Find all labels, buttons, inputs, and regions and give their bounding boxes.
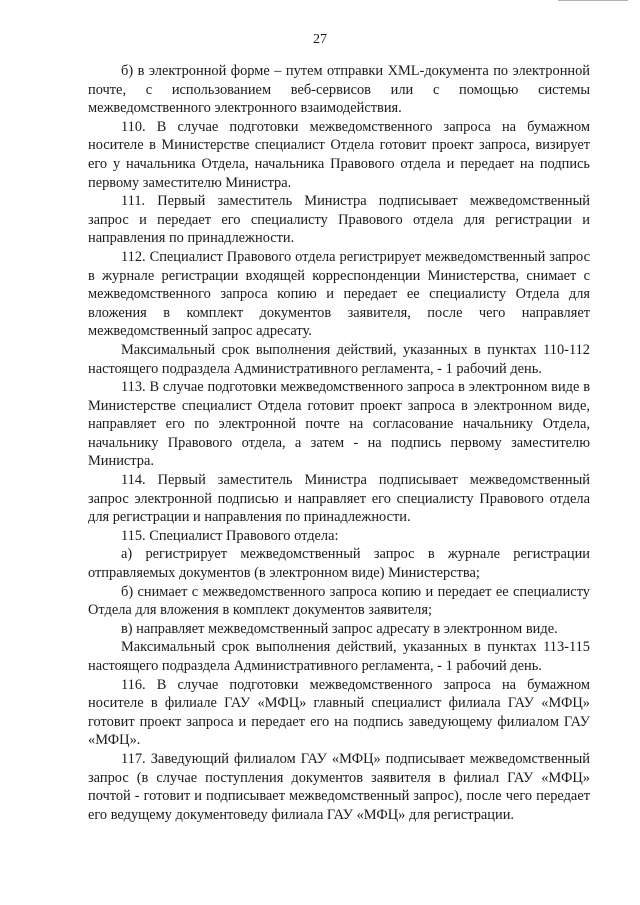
paragraph-116: 116. В случае подготовки межведомственного запроса на бумажном носителе в филиале ГАУ «МФЦ» главный специалист филиала ГАУ «МФЦ» готовит проект запроса и передает его на подпись заведующему филиалом ГАУ «МФЦ». bbox=[88, 676, 590, 749]
paragraph-112: 112. Специалист Правового отдела регистрирует межведомственный запрос в журнале регистрации входящей корреспонденции Министерства, снимает с межведомственного запроса копию и передает ее специалисту Отдела для вложения в комплект документов заявителя, после чего направляет межведомственный запрос адресату. bbox=[88, 248, 590, 340]
paragraph-115a: а) регистрирует межведомственный запрос в журнале регистрации отправляемых документов (в электронном виде) Министерства; bbox=[88, 546, 590, 582]
paragraph-110: 110. В случае подготовки межведомственного запроса на бумажном носителе в Министерстве специалист Отдела готовит проект запроса, визирует его у начальника Отдела, начальника Правового отдела и передает на подпись первому заместителю Министра. bbox=[88, 118, 590, 191]
document-body bbox=[88, 62, 590, 824]
paragraph-115v: в) направляет межведомственный запрос адресату в электронном виде. bbox=[121, 620, 558, 637]
scan-corner-mark bbox=[558, 0, 628, 4]
paragraph-111: 111. Первый заместитель Министра подписывает межведомственный запрос и передает его специалисту Правового отдела для регистрации и направления по принадлежности. bbox=[88, 193, 590, 247]
paragraph-114: 114. Первый заместитель Министра подписывает межведомственный запрос электронной подписью и направляет его специалисту Правового отдела для регистрации и направления по принадлежности. bbox=[88, 472, 590, 526]
paragraph-6b: б) в электронной форме – путем отправки XML-документа по электронной почте, с использованием веб-сервисов или с помощью системы межведомственного электронного взаимодействия. bbox=[88, 63, 590, 117]
paragraph-deadline-110-112: Максимальный срок выполнения действий, указанных в пунктах 110-112 настоящего подраздела Административного регламента, - 1 рабочий день. bbox=[88, 341, 590, 377]
paragraph-deadline-113-115: Максимальный срок выполнения действий, указанных в пунктах 113-115 настоящего подраздела Административного регламента, - 1 рабочий день. bbox=[88, 639, 590, 674]
paragraph-117: 117. Заведующий филиалом ГАУ «МФЦ» подписывает межведомственный запрос (в случае поступления документов заявителя в филиал ГАУ «МФЦ» почтой - готовит и подписывает межведомственный запрос), после чего передает его ведущему документоведу филиала ГАУ «МФЦ» для регистрации. bbox=[88, 750, 590, 823]
page-number: 27 bbox=[313, 32, 327, 47]
paragraph-113: 113. В случае подготовки межведомственного запроса в электронном виде в Министерстве специалист Отдела готовит проект запроса в электронном виде, направляет его по электронной почте на согласование начальнику Отдела, начальнику Правового отдела, а затем - на подпись первому заместителю Министра. bbox=[88, 379, 590, 470]
paragraph-115: 115. Специалист Правового отдела: bbox=[121, 527, 339, 544]
paragraph-115b: б) снимает с межведомственного запроса копию и передает ее специалисту Отдела для вложения в комплект документов заявителя; bbox=[88, 583, 590, 619]
